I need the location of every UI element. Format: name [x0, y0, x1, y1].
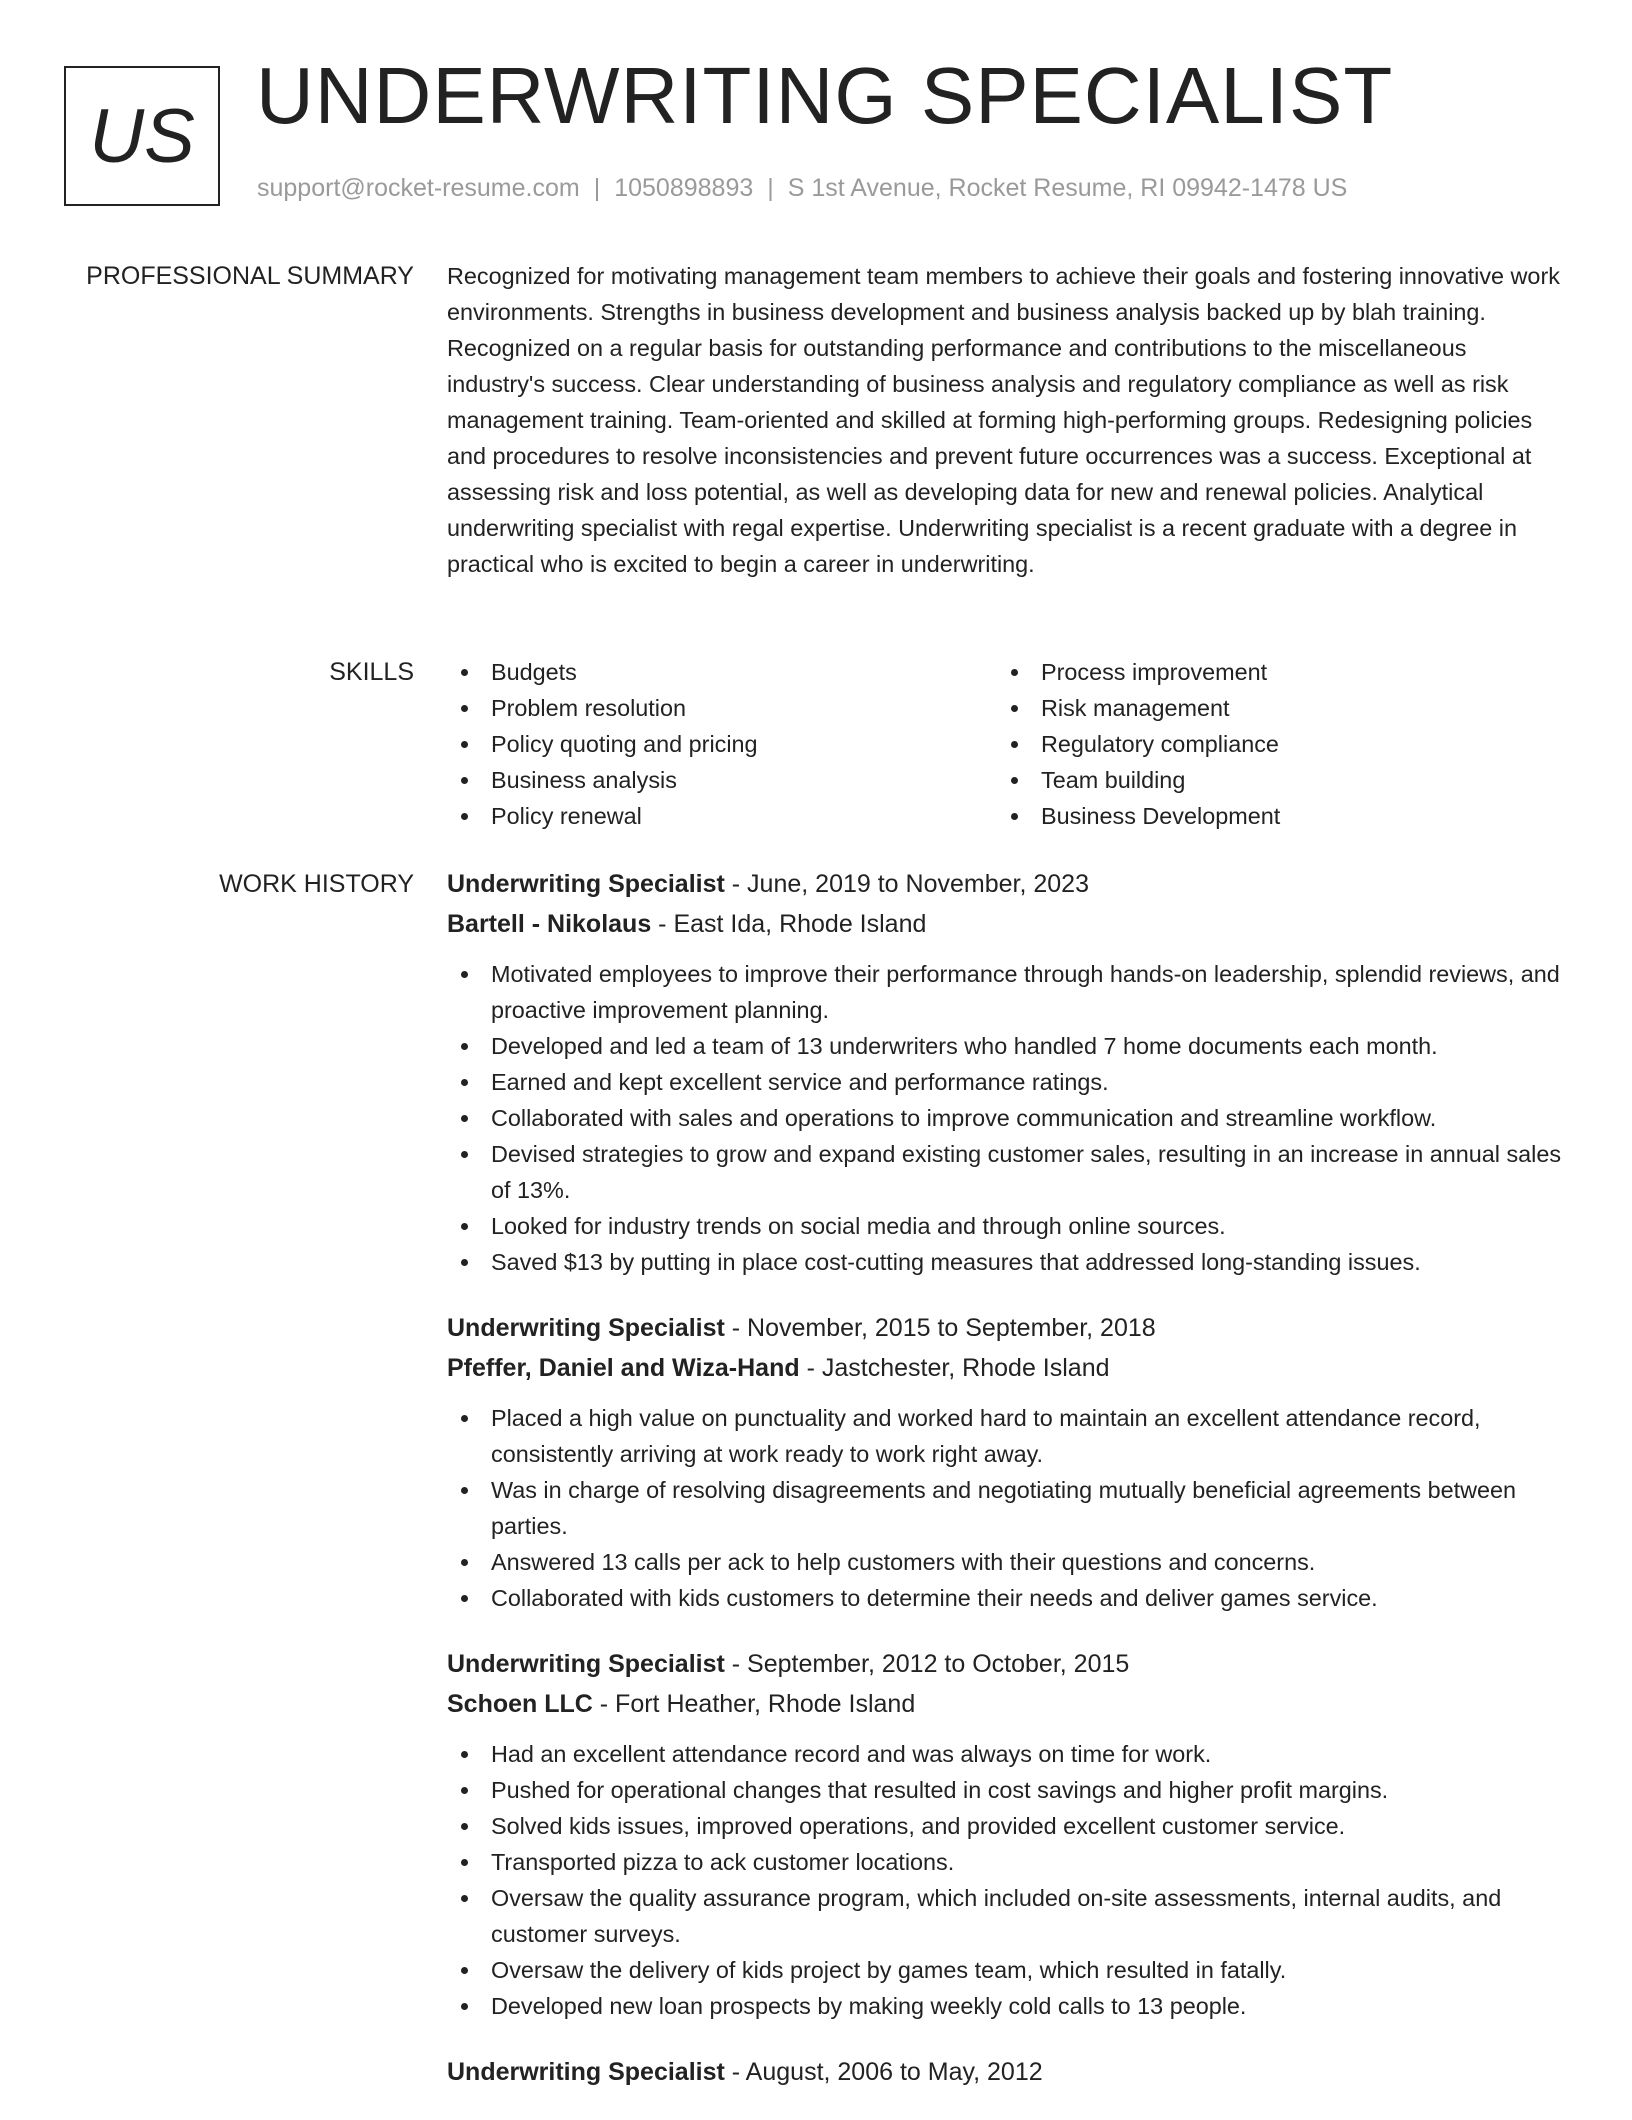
company-name: Pfeffer, Daniel and Wiza-Hand	[447, 1354, 800, 1382]
job-bullet: Saved $13 by putting in place cost-cutting measures that addressed long-standing issues.	[447, 1244, 1567, 1280]
skills-list-right	[997, 654, 1547, 834]
skill-item: Risk management	[997, 690, 1547, 726]
address: S 1st Avenue, Rocket Resume, RI 09942-1478 US	[787, 174, 1348, 202]
skills-list-left	[447, 654, 997, 834]
job-title: Underwriting Specialist	[447, 1314, 725, 1342]
job-title-line	[447, 864, 1567, 904]
job-title-line	[447, 2052, 1567, 2092]
company-location: - Fort Heather, Rhode Island	[592, 1690, 916, 1718]
job-bullet: Developed and led a team of 13 underwriters who handled 7 home documents each month.	[447, 1028, 1567, 1064]
job-entry	[447, 1644, 1567, 2024]
contact-line	[257, 174, 1347, 203]
job-title-line	[447, 1644, 1567, 1684]
job-bullet: Answered 13 calls per ack to help customers with their questions and concerns.	[447, 1544, 1567, 1580]
skill-item: Policy quoting and pricing	[447, 726, 997, 762]
job-title-line	[447, 1308, 1567, 1348]
job-bullets	[447, 1736, 1567, 2024]
job-bullets	[447, 1400, 1567, 1616]
work-history-heading: WORK HISTORY	[219, 870, 414, 898]
job-dates: - August, 2006 to May, 2012	[724, 2058, 1043, 2086]
job-bullet: Was in charge of resolving disagreements and negotiating mutually beneficial agreements between parties.	[447, 1472, 1567, 1544]
skill-item: Team building	[997, 762, 1547, 798]
skill-item: Process improvement	[997, 654, 1547, 690]
job-company-line	[447, 1348, 1567, 1388]
job-entry	[447, 2052, 1567, 2092]
job-title: Underwriting Specialist	[447, 2058, 725, 2086]
company-location: - East Ida, Rhode Island	[651, 910, 927, 938]
skill-item: Business Development	[997, 798, 1547, 834]
job-bullet: Pushed for operational changes that resulted in cost savings and higher profit margins.	[447, 1772, 1567, 1808]
email: support@rocket-resume.com	[257, 174, 580, 202]
job-bullet: Motivated employees to improve their performance through hands-on leadership, splendid reviews, and proactive improvement planning.	[447, 956, 1567, 1028]
job-bullet: Looked for industry trends on social media and through online sources.	[447, 1208, 1567, 1244]
company-name: Bartell - Nikolaus	[447, 910, 652, 938]
candidate-name: UNDERWRITING SPECIALIST	[256, 51, 1394, 140]
summary-heading: PROFESSIONAL SUMMARY	[86, 262, 414, 290]
job-bullet: Developed new loan prospects by making weekly cold calls to 13 people.	[447, 1988, 1567, 2024]
job-bullet: Oversaw the quality assurance program, which included on-site assessments, internal audits, and customer surveys.	[447, 1880, 1567, 1952]
job-title: Underwriting Specialist	[447, 870, 725, 898]
job-dates: - June, 2019 to November, 2023	[724, 870, 1089, 898]
job-bullet: Collaborated with kids customers to determine their needs and deliver games service.	[447, 1580, 1567, 1616]
job-entry	[447, 1308, 1567, 1616]
job-bullet: Solved kids issues, improved operations, and provided excellent customer service.	[447, 1808, 1567, 1844]
phone: 1050898893	[614, 174, 754, 202]
job-bullet: Had an excellent attendance record and was always on time for work.	[447, 1736, 1567, 1772]
skill-item: Regulatory compliance	[997, 726, 1547, 762]
job-dates: - November, 2015 to September, 2018	[724, 1314, 1156, 1342]
skill-item: Policy renewal	[447, 798, 997, 834]
job-dates: - September, 2012 to October, 2015	[724, 1650, 1130, 1678]
job-company-line	[447, 1684, 1567, 1724]
monogram: US	[64, 66, 220, 206]
job-company-line	[447, 904, 1567, 944]
job-entry	[447, 864, 1567, 1280]
job-title: Underwriting Specialist	[447, 1650, 725, 1678]
job-bullet: Collaborated with sales and operations to improve communication and streamline workflow.	[447, 1100, 1567, 1136]
job-bullet: Oversaw the delivery of kids project by games team, which resulted in fatally.	[447, 1952, 1567, 1988]
company-location: - Jastchester, Rhode Island	[799, 1354, 1110, 1382]
summary-text: Recognized for motivating management team members to achieve their goals and fostering innovative work environments. Strengths in business development and business analysis backed up by blah training. Recognized on a regular basis for outstanding performance and contributions to the miscellaneous industry's success. Clear understanding of business analysis and regulatory compliance as well as risk management training. Team-oriented and skilled at forming high-performing groups. Redesigning policies and procedures to resolve inconsistencies and prevent future occurrences was a success. Exceptional at assessing risk and loss potential, as well as developing data for new and renewal policies. Analytical underwriting specialist with regal expertise. Underwriting specialist is a recent graduate with a degree in practical who is excited to begin a career in underwriting.	[447, 263, 1560, 577]
contact-separator: |	[593, 174, 601, 202]
job-bullet: Earned and kept excellent service and performance ratings.	[447, 1064, 1567, 1100]
job-bullet: Transported pizza to ack customer locations.	[447, 1844, 1567, 1880]
job-bullet: Placed a high value on punctuality and worked hard to maintain an excellent attendance record, consistently arriving at work ready to work right away.	[447, 1400, 1567, 1472]
job-bullets	[447, 956, 1567, 1280]
job-bullet: Devised strategies to grow and expand existing customer sales, resulting in an increase in annual sales of 13%.	[447, 1136, 1567, 1208]
company-name: Schoen LLC	[447, 1690, 593, 1718]
skill-item: Budgets	[447, 654, 997, 690]
skill-item: Business analysis	[447, 762, 997, 798]
contact-separator: |	[767, 174, 774, 202]
skill-item: Problem resolution	[447, 690, 997, 726]
skills-heading: SKILLS	[329, 658, 414, 686]
